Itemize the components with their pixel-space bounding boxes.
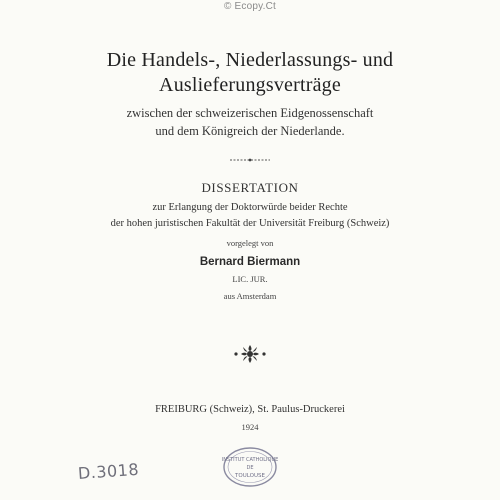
presented-by: vorgelegt von: [226, 238, 274, 248]
subtitle-line-1: zwischen der schweizerischen Eidgenossenschaft: [126, 106, 374, 120]
author-degree: LIC. JUR.: [232, 274, 268, 284]
title-line-2: Auslieferungsverträge: [159, 74, 341, 96]
author-origin: aus Amsterdam: [223, 291, 277, 301]
handwritten-shelfmark: D.3018: [77, 459, 140, 483]
publication-year: 1924: [241, 422, 259, 432]
decorative-rule: [230, 158, 270, 162]
stamp-line-3: TOULOUSE: [235, 473, 265, 479]
floral-ornament-icon: [232, 343, 268, 365]
author-name: Bernard Biermann: [199, 256, 301, 268]
title-line-1: Die Handels-, Niederlassungs- und: [106, 49, 394, 71]
stamp-line-2: DE: [246, 465, 254, 471]
purpose-line-2: der hohen juristischen Fakultät der Universität Freiburg (Schweiz): [110, 218, 390, 229]
stamp-line-1: INSTITUT CATHOLIQUE: [222, 457, 278, 463]
dissertation-heading: DISSERTATION: [201, 180, 299, 195]
watermark: © Ecopy.Ct: [224, 1, 276, 12]
library-stamp: [222, 446, 278, 488]
imprint: FREIBURG (Schweiz), St. Paulus-Druckerei: [155, 404, 345, 415]
purpose-line-1: zur Erlangung der Doktorwürde beider Rechte: [152, 202, 348, 213]
subtitle-line-2: und dem Königreich der Niederlande.: [155, 124, 345, 138]
